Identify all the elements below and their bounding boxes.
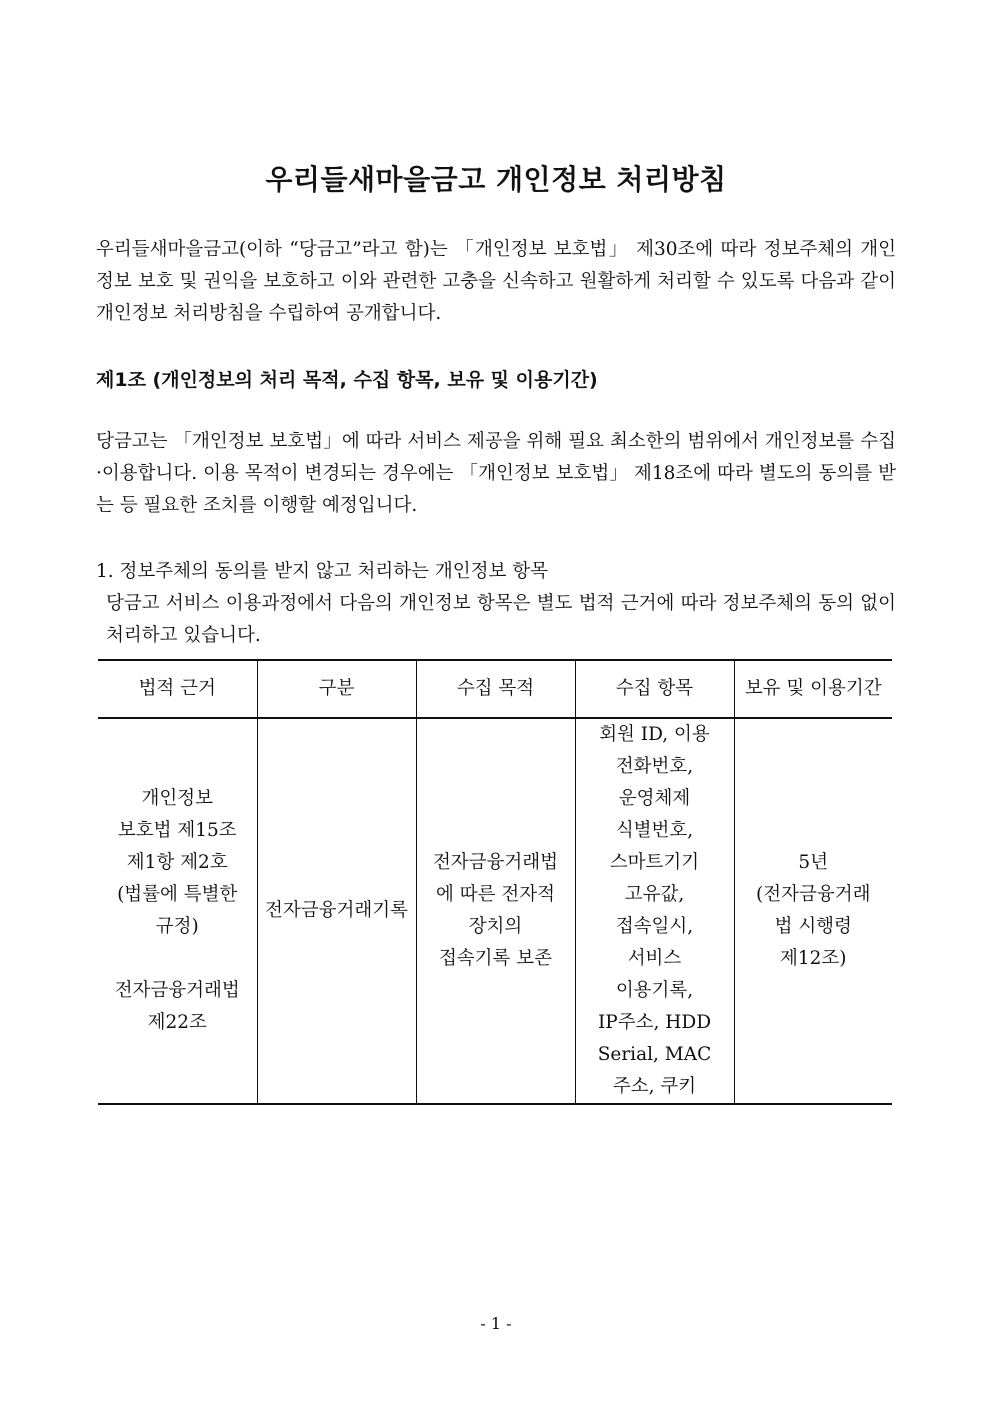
table-header-row (98, 660, 892, 718)
cell-purpose: 전자금융거래법 에 따른 전자적 장치의 접속기록 보존 (416, 718, 575, 1104)
article-1-heading: 제1조 (개인정보의 처리 목적, 수집 항목, 보유 및 이용기간) (96, 369, 598, 391)
cell-items: 회원 ID, 이용 전화번호, 운영체제 식별번호, 스마트기기 고유값, 접속일시, 서비스 이용기록, IP주소, HDD Serial, MAC 주소, 쿠키 (575, 718, 734, 1104)
header-legal-basis: 법적 근거 (98, 660, 257, 718)
table-row (98, 718, 892, 1104)
page-title: 우리들새마을금고 개인정보 처리방침 (265, 163, 727, 196)
page-number: - 1 - (480, 1314, 512, 1333)
intro-paragraph: 우리들새마을금고(이하 “당금고”라고 함)는 「개인정보 보호법」 제30조에 따라 정보주체의 개인정보 보호 및 권익을 보호하고 이와 관련한 고충을 신속하고 원활하게 처리할 수 있도록 다음과 같이 개인정보 처리방침을 수립하여 공개합니다. (96, 239, 896, 324)
cell-category: 전자금융거래기록 (257, 718, 416, 1104)
header-retention: 보유 및 이용기간 (734, 660, 892, 718)
cell-legal-basis: 개인정보 보호법 제15조 제1항 제2호 (법률에 특별한 규정) 전자금융거래법 제22조 (98, 718, 257, 1104)
header-category: 구분 (257, 660, 416, 718)
data-processing-table (98, 659, 892, 1105)
article-1-body: 당금고는 「개인정보 보호법」에 따라 서비스 제공을 위해 필요 최소한의 범위에서 개인정보를 수집·이용합니다. 이용 목적이 변경되는 경우에는 「개인정보 보호법」 제18조에 따라 별도의 동의를 받는 등 필요한 조치를 이행할 예정입니다. (96, 431, 896, 516)
item-1-description: 당금고 서비스 이용과정에서 다음의 개인정보 항목은 별도 법적 근거에 따라 정보주체의 동의 없이 처리하고 있습니다. (106, 593, 896, 646)
item-1-title: 1. 정보주체의 동의를 받지 않고 처리하는 개인정보 항목 (96, 561, 548, 582)
cell-retention: 5년 (전자금융거래 법 시행령 제12조) (734, 718, 892, 1104)
header-items: 수집 항목 (575, 660, 734, 718)
header-purpose: 수집 목적 (416, 660, 575, 718)
